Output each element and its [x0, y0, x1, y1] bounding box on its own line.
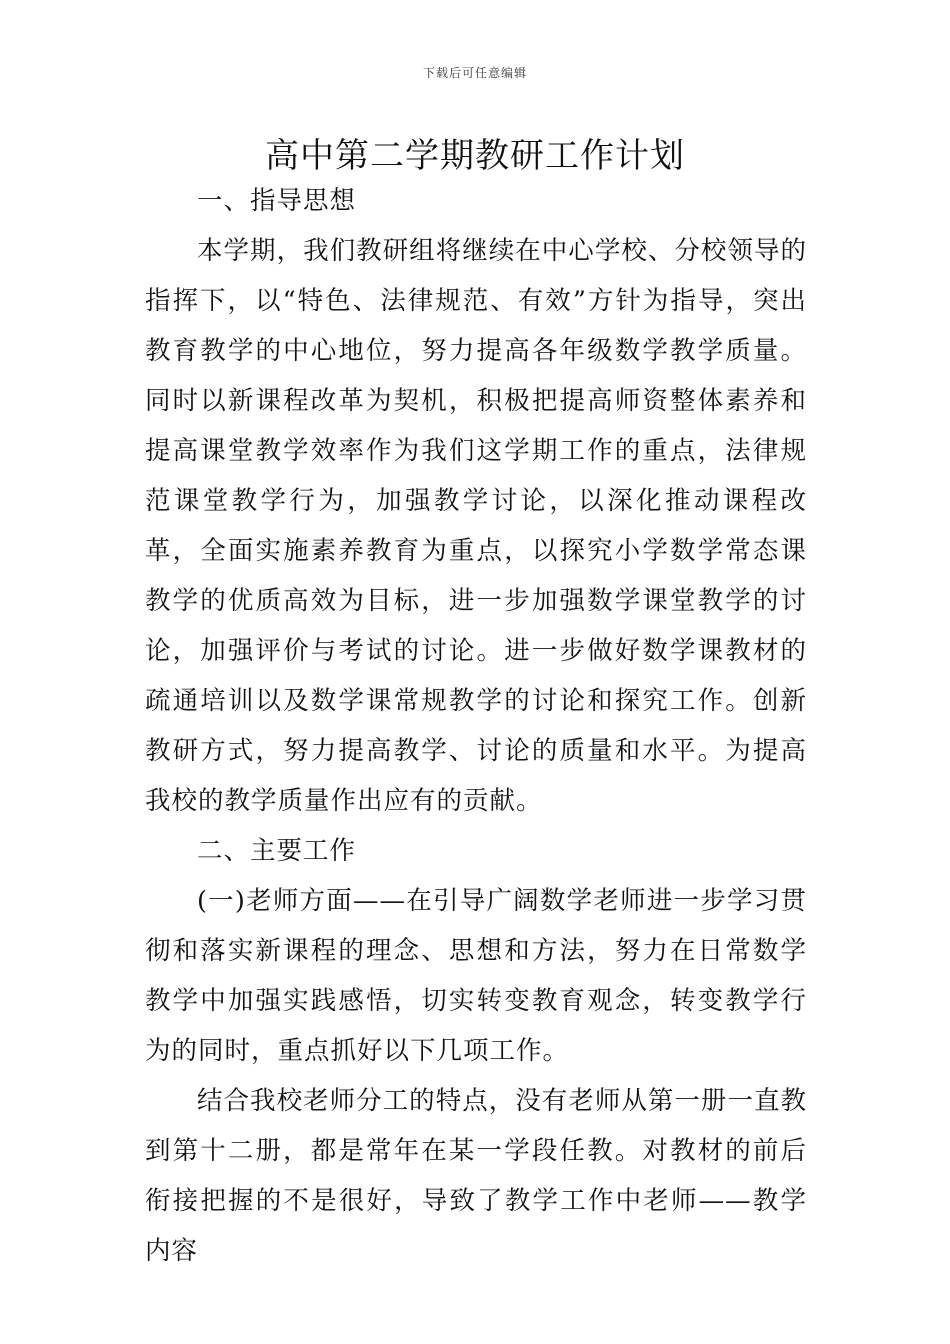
paragraph-teacher-aspect: (一)老师方面——在引导广阔数学老师进一步学习贯彻和落实新课程的理念、思想和方法，努力在日常数学教学中加强实践感悟，切实转变教育观念，转变教学行为的同时，重点抓好以下几项工作。 — [145, 886, 807, 1066]
document-body — [145, 176, 807, 1276]
header-note: 下载后可任意编辑 — [422, 66, 527, 80]
document-title: 高中第二学期教研工作计划 — [265, 136, 685, 176]
section-heading-guiding-thought: 一、指导思想 — [197, 186, 357, 216]
paragraph-guiding-thought: 本学期，我们教研组将继续在中心学校、分校领导的指挥下，以“特色、法律规范、有效”方针为指导，突出教育教学的中心地位，努力提高各年级数学教学质量。同时以新课程改革为契机，积极把提高师资整体素养和提高课堂教学效率作为我们这学期工作的重点，法律规范课堂教学行为，加强教学讨论，以深化推动课程改革，全面实施素养教育为重点，以探究小学数学常态课教学的优质高效为目标，进一步加强数学课堂教学的讨论，加强评价与考试的讨论。进一步做好数学课教材的疏通培训以及数学课常规教学的讨论和探究工作。创新教研方式，努力提高教学、讨论的质量和水平。为提高我校的教学质量作出应有的贡献。 — [145, 236, 807, 816]
paragraph-teacher-division: 结合我校老师分工的特点，没有老师从第一册一直教到第十二册，都是常年在某一学段任教。对教材的前后衔接把握的不是很好，导致了教学工作中老师——教学内容 — [145, 1086, 807, 1266]
section-heading-main-work: 二、主要工作 — [197, 836, 357, 866]
